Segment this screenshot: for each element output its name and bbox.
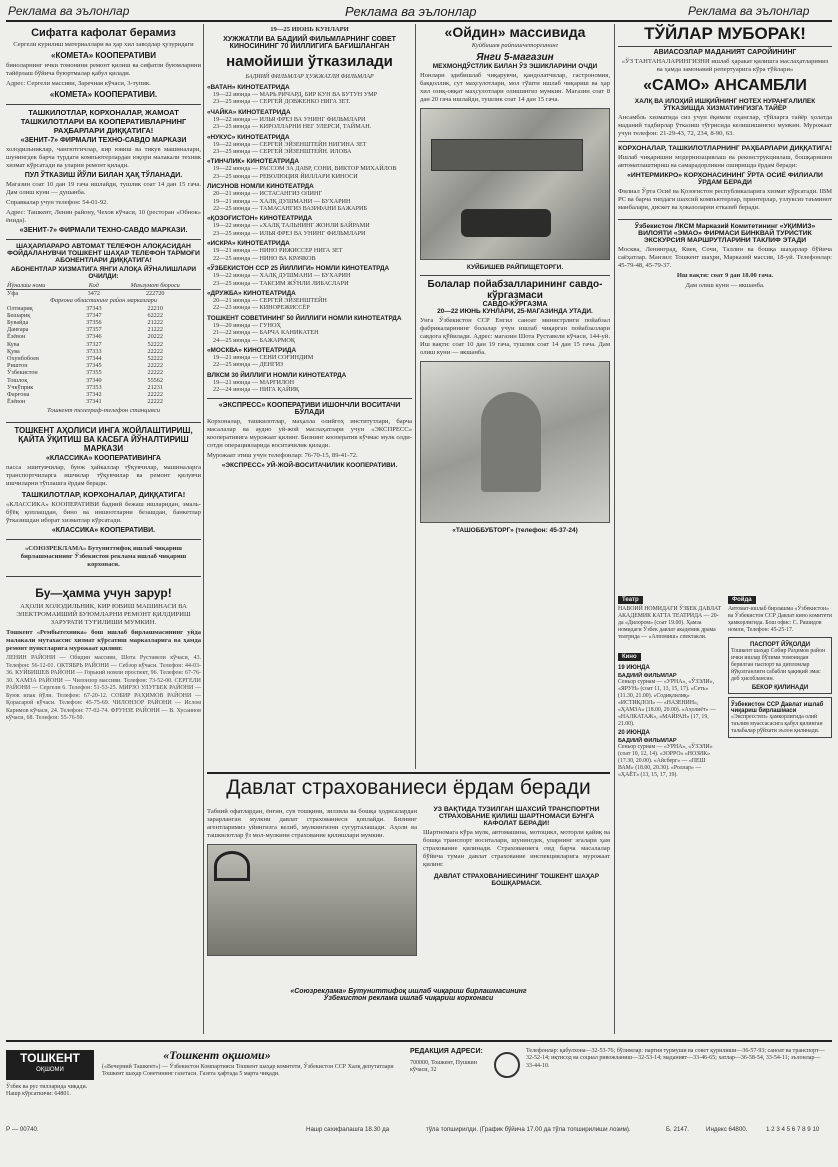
lost-text: Тошкент шаҳар Собир Раҳимов район ички ишлар бўлими томонидан берилган паспорт ва дипломлар йўқолганлиги сабабли ҳақиқий эмас деб ҳисоблансин. bbox=[731, 648, 825, 682]
table-cell: 22222 bbox=[147, 347, 163, 355]
sale-dates: 20—22 ИЮНЬ КУНЛАРИ, 25-МАГАЗИНДА УТАДИ. bbox=[437, 308, 593, 315]
footer-line: Ўзбекистон реклама ишлаб чиқариш корхонаси bbox=[323, 995, 494, 1002]
footer-line: «Союзреклама» Бутуниттифоқ ишлаб чиқариш бирлашмасининг bbox=[290, 988, 527, 995]
kino-tag: Кино bbox=[618, 653, 641, 661]
ad-subtitle: ПУЛ ЎТКАЗИШ ЙЎЛИ БИЛАН ҲАҚ ТЎЛАНАДИ. bbox=[24, 172, 183, 179]
table-cell: 37340 bbox=[86, 376, 102, 384]
ad-address: Адрес: Сергели массиви, Заречная кўчаси, 3-тупик. bbox=[6, 80, 151, 87]
round-notice bbox=[728, 697, 832, 738]
table-cell: 52222 bbox=[147, 340, 163, 348]
lost-notice bbox=[728, 637, 832, 694]
insurance-text: Шартномага кўра мулк, автомашина, мотоцикл, моторли қайиқ ва бошқа транспорт воситалари, шунингдек, уларнинг эгалари ҳам страхование қилинади. Страхованиега оид барча масалалар бўйича туман давлат страхование инспекцияларига мурожаат қилинг. bbox=[423, 829, 610, 868]
theater-text: НАВОИЙ НОМИДАГИ ЎЗБЕК ДАВЛАТ АКАДЕМИК КАТТА ТЕАТРИДА — 20-да «Дилором» (соат 19.00). Ҳамза номидаги Ўзбек давлат академик драма театрида — «Алпомиш» спектакли. bbox=[618, 606, 722, 640]
ad-text: «КЛАССИКА» КООПЕРАТИВИ бадиий бежаш ишларидан, эмаль-бўёқ қоплашдан, бино ва иншоотларни безашдан, банкетлар ўтказишдан иборат хизматлар кўрсатади. bbox=[6, 501, 201, 525]
column-4 bbox=[618, 24, 832, 584]
cinema-name: «МОСКВА» КИНОТЕАТРИДА bbox=[207, 346, 297, 354]
table-cell: 37343 bbox=[86, 304, 102, 312]
cinema-showing: 23—25 июнда — СЕРГЕЙ ЭЙЗЕНШТЕЙН. ИЛОВА bbox=[213, 148, 352, 156]
column-1 bbox=[6, 24, 201, 1024]
void-label: БЕКОР ҚИЛИНАДИ bbox=[751, 685, 809, 691]
table-cell: Ўзбекистон bbox=[7, 369, 38, 377]
table-row bbox=[6, 290, 201, 298]
ad-text: Сергели курилиш материаллари ва ҳар хил заводлар ҳузуридаги bbox=[13, 41, 194, 48]
listings-left bbox=[618, 588, 722, 779]
table-row bbox=[6, 319, 201, 326]
ad-phone: Справкалар учун телефон: 54-01-92. bbox=[6, 199, 109, 206]
table-cell: Олтиариқ bbox=[7, 304, 33, 312]
cinema-list bbox=[207, 84, 412, 394]
phone-code-table bbox=[6, 282, 201, 405]
ad-text: Корхоналар, ташкилотлар, маҳалла олийгоҳ институтлари, барча масалалар ва аудио уй-жой маслаҳатлари учун «ЭКСПРЕСС» кооперативига мурожаат қилинг. Бизнинг кооператив кўчмас мулк олди-сотди операцияларида воситачилик қилади. bbox=[207, 417, 412, 449]
ad-title: ШАҲАРЛАРАРО АВТОМАТ ТЕЛЕФОН АЛОҚАСИДАН ФОЙДАЛАНУВЧИ ТОШКЕНТ ШАҲАР ТЕЛЕФОН ТАРМОҒИ АБОНЕНТЛАРИ ДИҚҚАТИГА! bbox=[7, 243, 200, 264]
logo-note: Ўзбек ва рус тилларида чиқади. Нашр кўрсаткичи: 64801. bbox=[6, 1084, 88, 1098]
wedding-text: «ЎЗ ТАНТАНАЛАРИНГИЗНИ ишлаб ҳаракат қилишга маслаҳатларимиз ва ҳамда замонавий репертуарига кўра тўйлари» bbox=[621, 58, 829, 73]
ad-org: «ИНТЕРМИКРО» КОРХОНАСИНИНГ ЎРТА ОСИЁ ФИЛИАЛИ ЎРДАМ БЕРАДИ bbox=[627, 172, 823, 186]
cinema-showing: 19—21 июнда — НИНО РИЖИССЕР НИГА ЗЕТ bbox=[213, 247, 343, 255]
festival-subtitle: БАДИИЙ ФИЛЬМЛАР ҲУЖЖАТЛИ ФИЛЬМЛАР bbox=[245, 74, 374, 80]
cinema-showing: 22—25 июнда — ДЕНГИЗ bbox=[213, 361, 284, 369]
ad-title: ТАШКИЛОТЛАР, КОРХОНАЛАР, ЖАМОАТ ТАШКИЛОТЛАРИ ВА КООПЕРАТИВЛАРНИНГ РАҲБАРЛАРИ ДИҚҚАТИГА! bbox=[20, 108, 187, 135]
table-cell: Данғара bbox=[7, 326, 29, 334]
cinema-showing: 19—22 июнда — РАССОМ ЗА ДАВР, СОНИ, ВИКТОР МИХАЙЛОВ bbox=[213, 165, 397, 173]
table-cell: Ёзёвон bbox=[7, 333, 26, 341]
ad-address: Адрес: Ташкент, Ленин району, Чехов кўчаси, 10 (ресторан «Обнок» ёнида). bbox=[6, 209, 201, 224]
sale-subtitle: САВДО-КЎРГАЗМА bbox=[482, 301, 548, 308]
table-cell: 37353 bbox=[86, 383, 102, 391]
table-cell: 37327 bbox=[86, 340, 102, 348]
ad-text: Ишлаб чиқаришни модернизациялаш ва реконструкциялаш, бошқаришни автоматлаштириш ва самарадорликни оширишда ёрдам беради: bbox=[618, 154, 832, 169]
column-divider bbox=[614, 24, 615, 1034]
table-row bbox=[6, 384, 201, 391]
column-divider bbox=[203, 24, 204, 1034]
shop-photo bbox=[420, 108, 610, 260]
listings-right bbox=[728, 588, 832, 741]
table-row bbox=[6, 305, 201, 312]
table-cell: 37357 bbox=[86, 326, 102, 334]
cinema-showing: 19—21 июнда — МАРҒИЛОН bbox=[213, 378, 295, 386]
cinema-showing: 19—22 июнда — «ХАЛҚ ТАЛЬНИНГ ЖОНЛИ БАЙРАМИ bbox=[213, 222, 370, 230]
ad-title: Бу—ҳамма учун зарур! bbox=[35, 586, 172, 601]
ad-title: КОРХОНАЛАР, ТАШКИЛОТЛАРНИНГ РАҲБАРЛАРИ ДИҚҚАТИГА! bbox=[618, 145, 832, 152]
radio-tag: Фойда bbox=[728, 596, 756, 604]
ad-title: «ЭКСПРЕСС» КООПЕРАТИВИ ИШОНЧЛИ ВОСИТАЧИ БЎЛАДИ bbox=[218, 401, 401, 416]
ad-signature: «ЭКСПРЕСС» УЙ-ЖОЙ-ВОСИТАЧИЛИК КООПЕРАТИВИ. bbox=[221, 461, 398, 469]
insurance-left bbox=[207, 806, 417, 956]
ad-emao bbox=[618, 220, 832, 297]
ad-subtitle: АБОНЕНТЛАР ХИЗМАТИГА ЯНГИ АЛОҚА ЙЎНАЛИШЛАРИ ОЧИЛДИ: bbox=[10, 266, 197, 280]
sale-title: Болалар пойабзалларининг савдо-кўргазмаси bbox=[427, 279, 603, 301]
oydin-subtitle: Куйбишев райпишчеторгининг bbox=[471, 42, 559, 49]
ad-signature: Тошкент телеграф-телефон станцияси bbox=[46, 407, 161, 415]
table-header: Код bbox=[78, 282, 109, 290]
cinema-showing: 19—21 июнда — ХАЛҚ ДУШМАНИ — БУХАРИН bbox=[213, 197, 351, 205]
table-cell: 22222 bbox=[147, 391, 163, 399]
newspaper-logo: ТОШКЕНТ ОҚШОМИ bbox=[6, 1050, 94, 1080]
table-cell: 37355 bbox=[86, 369, 102, 377]
lost-title: ПАСПОРТ ЙЎҚОЛДИ bbox=[749, 642, 811, 648]
children-photo bbox=[420, 361, 610, 523]
festival-org: ХУЖЖАТЛИ ВА БАДИИЙ ФИЛЬМЛАРНИНГ СОВЕТ КИНОСИНИНГ 70 ЙИЛЛИГИГА БАҒИШЛАНГАН bbox=[223, 36, 396, 50]
car-image bbox=[461, 209, 551, 237]
oydin-title: «Ойдин» массивида bbox=[444, 24, 586, 40]
header-right: Реклама ва эълонлар bbox=[688, 4, 810, 18]
day-text: Сеньор сурнам — «УРНА», «ЎЗЭЛИ» (соат 10, 12, 14). «ЗОРРО» «НОЗИК» (17.30, 20.00). «Айсберг» — «ПЕШ ВАМ» (18.00, 20.30). «Роллар» — «ҲАЁТ» (13, 15, 17, 19). bbox=[618, 744, 713, 778]
cinema-name: «ДРУЖБА» КИНОТЕАТРИДА bbox=[207, 289, 296, 297]
ad-text: АҲОЛИ ХОЛОДИЛЬНИК, КИР ЮВИШ МАШИНАСИ ВА ЭЛЕКТРОМАИШИЙ БУЮМЛАРНИ РЕМОНТ ҚИЛДИРИШ ЗАРУРАТИ ТУҒИЛИШИ МУМКИН. bbox=[16, 603, 191, 627]
ad-text: холодильниклар, чангютгичлар, кир ювиш ва тикув машиналари, шунингдек барча турдаги компьютерлардан юқори малакали техник хизмат кўрсатади ва уларни ремонт қилади. bbox=[6, 146, 201, 169]
oydin-shop: Янги 5-магазин bbox=[476, 52, 554, 63]
cinema-name: ТОШКЕНТ СОВЕТИНИНГ 50 ЙИЛЛИГИ НОМЛИ КИНОТЕАТРДА bbox=[207, 314, 402, 322]
cinema-showing: 23—25 июнда — КИРОЛЛАРНИ НЕГ УЛЕРСИ, ТАЙМАН. bbox=[213, 123, 372, 131]
cinema-name: «ИСКРА» КИНОТЕАТРИДА bbox=[207, 240, 290, 248]
ad-org: Тошкент «Рембытехника» бош ишлаб бирлашмасининг уйда малакали мутахассис хизмат кўрсатиш марказларига ва ҳамда ремонт пунктларига мурожаат қилинг. bbox=[6, 629, 201, 653]
table-cell: 222720 bbox=[145, 290, 165, 298]
cinema-showing: 20—21 июнда — СЕРГЕЙ ЭЙЗЕНШТЕЙН bbox=[213, 296, 327, 304]
cinema-name: «ВАТАН» КИНОТЕАТРИДА bbox=[207, 84, 290, 91]
ad-title: Ўзбекистон ЛКСМ Марказий Комитетининг «УҚИМИЗ» ВИЛОЯТИ «ЭМАО» ФИРМАСИ БИНКВАЙ ТУРИСТИК ЭКСКУРСИЯ МАРШРУТЛАРИНИ ТАКЛИФ ЭТАДИ bbox=[634, 223, 816, 244]
ad-klassika bbox=[6, 423, 201, 540]
ad-zenit bbox=[6, 105, 201, 240]
shoe-sale bbox=[420, 275, 610, 357]
table-cell: 22222 bbox=[147, 398, 163, 406]
day-heading: 20 ИЮНДА bbox=[618, 730, 650, 736]
sale-text: Унга Ўзбекистон ССР Енгил саноат министрлиги пойабзал фабрикаларининг болалар учун ишлаб чиқарган пойабзаллари савдога қўйилади. Адрес: магазин Шота Руставели кўчаси, 144-уй. Иш вақти: соат 10 дан 19 гача, тушлик соат 14 дан 15 гача. Дам олиш куни — якшанба. bbox=[420, 317, 610, 356]
table-row bbox=[6, 369, 201, 376]
cinema-name: ВЛКСМ 30 ЙИЛЛИГИ НОМЛИ КИНОТЕАТРДА bbox=[207, 371, 347, 379]
table-cell: 22222 bbox=[147, 362, 163, 370]
table-row bbox=[6, 377, 201, 384]
masthead-footer: ТОШКЕНТ ОҚШОМИ Ўзбек ва рус тилларида чиқади. Нашр кўрсаткичи: 64801. «Тошкент оқшоми» («Вечерний Ташкент») — Ўзбекистон Компартияси Тошкент шаҳар комитети, Ўзбекистон ССР Халқ депутатлари Тошкент шаҳар Советининг газетаси. Газета ҳафтада 5 марта чиқади. РЕДАКЦИЯ АДРЕСИ: 700000, Тошкент, Пушкин кўчаси, 32 Телефонлар: қабулхона—32-53-76; бўлимлар: партия турмуши ва совет қурилиши—36-57-93; саноат ва транспорт—32-52-14; иқтисод ва социал ривожланиш—32-53-14; маданият—33-46-65; хатлар—36-58-54, 33-54-11; эълонлар—33-44-10. Р — 00740. Нашр сахифалашга 18.30 да тўла топширилди. (График бўйича 17.00 да тўла топширилиши лозим). Б. 2147. Индекс 64800. 1 2 3 4 5 6 7 8 9 10 bbox=[6, 1040, 832, 1150]
ad-org: «КЛАССИКА» КООПЕРАТИВИНГА bbox=[46, 455, 161, 463]
ad-signature: «КОМЕТА» КООПЕРАТИВИ. bbox=[49, 90, 158, 99]
ad-phone: Мурожаат этиш учун телефонлар: 76-70-15, 89-41-72. bbox=[207, 451, 358, 459]
cinema-showing: 23—25 июнда — ИЛЬЯ ФРЕЗ ВА УНИНГ ФИЛЬМЛАРИ bbox=[213, 229, 366, 237]
table-cell: 37346 bbox=[86, 333, 102, 341]
table-cell: Охунбобоев bbox=[7, 355, 39, 363]
cinema-showing: 22—25 июнда — ТАМАСАНГИЗ ВАЗИФАНИ БАЖАРИБ bbox=[213, 205, 368, 213]
column-2 bbox=[207, 24, 412, 769]
wedding-title: ТЎЙЛАР МУБОРАК! bbox=[618, 24, 832, 47]
table-cell: 22222 bbox=[147, 369, 163, 377]
cinema-name: ЛИСУНОВ НОМЛИ КИНОТЕАТРДА bbox=[207, 183, 314, 191]
table-cell: Фарғона bbox=[7, 391, 30, 399]
insurance-signature: ДАВЛАТ СТРАХОВАНИЕСИНИНГ ТОШКЕНТ ШАҲАР БОШҚАРМАСИ. bbox=[433, 873, 600, 887]
ad-text: «СОЮЗРЕКЛАМА» Бутуниттифоқ ишлаб чиқариш бирлашмасининг Ўзбекистон реклама ишлаб чиқариш корхонаси. bbox=[20, 545, 187, 569]
ad-signature: «ЗЕНИТ-7» ФИРМАЛИ ТЕХНО-САВДО МАРКАЗИ. bbox=[19, 227, 188, 234]
state-insurance bbox=[207, 772, 610, 1022]
cinema-name: «ЎЗБЕКИСТОН ССР 25 ЙИЛЛИГИ» НОМЛИ КИНОТЕАТРДА bbox=[207, 265, 390, 273]
ad-express bbox=[207, 398, 412, 474]
table-cell: 55562 bbox=[147, 376, 163, 384]
day-text: Сеньор сурнам — «УРНА», «ЎЗЭЛИ», «ЯРУН» (соат 11, 13, 15, 17). «Сеть» (11.30, 21.00). «Содиқлилиқ» «ИСТИҚЛОЛ» — «НАЗЕНИН», «ҲАМЗА» (18.00, 20.00). «Аҳолиёт» — «НАЛКАТАЖ», «МАЙРАН» (17, 19, 21.00). bbox=[618, 679, 716, 727]
ad-telephone bbox=[6, 240, 201, 423]
table-row bbox=[6, 355, 201, 362]
table-row bbox=[6, 398, 201, 405]
cinema-showing: 19—20 июнда — ГУНОҲ bbox=[213, 321, 281, 329]
cinema-showing: 21—22 июнда — БАРЧА КАНИКАТЕН bbox=[213, 329, 319, 337]
table-cell: 21222 bbox=[147, 319, 163, 327]
ad-title: ТОШКЕНТ АҲОЛИСИ ИНГА ЖОЙЛАШТИРИШ, ҚАЙТА ЎҚИТИШ ВА КАСБГА ЙЎНАЛТИРИШ МАРКАЗИ bbox=[14, 426, 193, 454]
publication-name: «Тошкент оқшоми» bbox=[163, 1048, 271, 1062]
table-cell: Бешариқ bbox=[7, 311, 31, 319]
listings bbox=[618, 588, 832, 1024]
insurance-right bbox=[423, 806, 610, 887]
ad-hours: Иш вақти: соат 9 дан 18.00 гача. bbox=[676, 272, 774, 279]
ad-signature: «КЛАССИКА» КООПЕРАТИВИ. bbox=[51, 527, 156, 535]
table-row bbox=[6, 341, 201, 348]
festival-title: намойиши ўтказилади bbox=[226, 53, 393, 70]
table-cell: Кува bbox=[7, 340, 20, 348]
cinema-showing: 22—24 июнда — НИГА ҚАЙИҚ bbox=[213, 386, 300, 394]
insurance-text: Табиий офатлардан, ёнғин, сув тошқини, зилзила ва бошқа ҳодисалардан зарарланган мулкни давлат страхованиеси қоплайди. Бизнинг агентларимиз уйингизга келиб, мулкингизни сугурталашади. Аҳоли ва ташкилотлар ўз мол-мулкини страхование қилишлари мумкин. bbox=[207, 808, 417, 839]
ad-hours: Магазин соат 10 дан 19 гача ишлайди, тушлик соат 14 дан 15 гача. Дам олиш куни — душанба. bbox=[6, 181, 201, 196]
band-name: «САМО» АНСАМБЛИ bbox=[643, 77, 807, 94]
ad-kometa bbox=[6, 24, 201, 105]
table-cell: 21222 bbox=[147, 326, 163, 334]
column-divider bbox=[415, 24, 416, 769]
cinema-showing: 22—23 июнда — КИНОРЕЖИССЁР bbox=[213, 304, 310, 312]
table-row bbox=[6, 391, 201, 398]
redaction-label: РЕДАКЦИЯ АДРЕСИ: bbox=[410, 1048, 483, 1055]
table-cell: 20222 bbox=[147, 333, 163, 341]
header-left: Реклама ва эълонлар bbox=[8, 4, 130, 18]
photo-caption: КУЙБИШЕВ РАЙПИЩЕТОРГИ. bbox=[466, 264, 564, 271]
table-row bbox=[6, 333, 201, 340]
table-cell: 3472 bbox=[87, 290, 100, 298]
table-header-row bbox=[6, 282, 201, 290]
oydin-org: МЕХМОНДЎСТЛИК БИЛАН ЎЗ ЭШИКЛАРИНИ ОЧДИ bbox=[432, 63, 598, 70]
page-header bbox=[0, 4, 838, 20]
band-text: Ансамбль хизматида сиз учун ёқимли оҳанглар, тўйларга тайёр ҳолатда маданий тадбирлар ўтказиш тўғрисида келишишингиз мумкин. Мурожаат учун телефон: 21-29-43, 72, 234, 8-90, 63. bbox=[618, 114, 832, 137]
table-cell: 37356 bbox=[86, 319, 102, 327]
cinema-showing: 19—21 июнда — СЕНИ СОҒИНДИМ bbox=[213, 353, 314, 361]
table-header: Маълумот бюроси bbox=[109, 282, 201, 290]
ad-text: биноларнинг ички томонини ремонт қилиш ва сифатли буюмларини тайёрлаш бўйича буюртмалар қабул қилади. bbox=[6, 62, 201, 77]
table-cell: Учкўприк bbox=[7, 383, 34, 391]
disaster-photo bbox=[207, 844, 417, 956]
day-subheading: БАДИИЙ ФИЛЬМЛАР bbox=[618, 673, 677, 679]
insurance-subtitle: УЗ ВАҚТИДА ТУЗИЛГАН ШАХСИЙ ТРАНСПОРТНИ СТРАХОВАНИЕ ҚИЛИШ ШАРТНОМАСИ БУНГА КАФОЛАТ БЕРАДИ! bbox=[433, 806, 600, 827]
cinema-showing: 19—22 июнда — ХАЛҚ ДУШМАНИ — БУХАРИН bbox=[213, 272, 351, 280]
ad-text: Филиал Ўрта Осиё ва Қозоғистон республикаларига хизмат кўрсатади. IBM PC ва барча типдаги шахсий компьютерлар, принтерлар, узлуксиз таъминот манбалари, дискет ва ҳоказоларни етказиб беради. bbox=[618, 188, 832, 211]
cinema-showing: 19—22 июнда — СЕРГЕЙ ЭЙЗЕНШТЕЙН НИГИНА ЗЕТ bbox=[213, 140, 367, 148]
table-cell: 37333 bbox=[86, 347, 102, 355]
cinema-showing: 24—25 июнда — БАЖАРМОҚ bbox=[213, 336, 296, 344]
ad-intermikro bbox=[618, 141, 832, 220]
table-cell: Қува bbox=[7, 347, 20, 355]
day-heading: 19 ИЮНДА bbox=[618, 665, 650, 671]
cinema-name: «ТИНЧЛИК» КИНОТЕАТРИДА bbox=[207, 158, 299, 166]
ad-soyuzreklama bbox=[6, 540, 201, 577]
day-subheading: БАДИИЙ ФИЛЬМЛАР bbox=[618, 738, 677, 744]
header-rule bbox=[6, 20, 832, 22]
ad-org: «ЗЕНИТ-7» ФИРМАЛИ ТЕХНО-САВДО МАРКАЗИ bbox=[20, 137, 187, 144]
ad-org: «КОМЕТА» КООПЕРАТИВИ bbox=[51, 51, 156, 60]
table-cell: 37342 bbox=[86, 391, 102, 399]
phone-list: Телефонлар: қабулхона—32-53-76; бўлимлар: партия турмуши ва совет қурилиши—36-57-93; саноат ва транспорт—32-52-14; иқтисод ва социал ривожланиш—32-53-14; маданият—33-46-65; хатлар—36-58-54, 33-54-11; эълонлар—33-44-10. bbox=[526, 1048, 825, 1069]
ad-title: Сифатга кафолат берамиз bbox=[31, 27, 176, 39]
table-cell: 22210 bbox=[147, 304, 163, 312]
table-row bbox=[6, 297, 201, 304]
table-cell: Ёзёвон bbox=[7, 398, 26, 406]
ad-day-off: Дам олиш куни — якшанба. bbox=[685, 282, 765, 289]
table-header: Йўналиш номи bbox=[6, 282, 78, 290]
cinema-showing: 23—25 июнда — РЕВОЛЮЦИЯ ЙИЛЛАРИ КИНОСИ bbox=[213, 172, 358, 180]
band-subtitle: ХАЛҚ ВА ИЛОҲИЙ ИШҚИЙНИНГ НОТЕХ НУРАНГАЛИЛЕК ЎТКАЗИШДА ХИЗМАТИНГИЗГА ТАЙЁР bbox=[634, 98, 816, 112]
table-cell: Тошлоқ bbox=[7, 376, 28, 384]
table-cell: 37341 bbox=[86, 398, 102, 406]
theater-tag: Театр bbox=[618, 596, 643, 604]
header-center: Реклама ва эълонлар bbox=[345, 4, 477, 19]
table-row bbox=[6, 348, 201, 355]
round-text: «Экспресстеп» ҳамкорлигида олий таълим муассасасига қабул қилинган талабалар рўйхати эълон қилинади. bbox=[731, 714, 823, 734]
insurance-logo-icon bbox=[214, 851, 250, 881]
ad-subtitle: ТАШКИЛОТЛАР, КОРХОНАЛАР, ДИҚҚАТИГА! bbox=[21, 490, 186, 500]
oydin-text: Нонлари эдибишлаб чиқарувчи, қандолатчилар, гастрономия, баққоллик, сут маҳсулотлари, мол гўшти ишлаб чиқариш ва ҳар хил озиқ-овқат маҳсулотлари олишингиз мумкин. Магазин соат 8 дан 20 гача ишлайди, тушлик соат 14 дан 15 гача. bbox=[420, 72, 610, 103]
table-cell: Риштон bbox=[7, 362, 28, 370]
radio-text: Автомат-ишлаб бирлашма «Ўзбекистон» ва Ўзбекистон ССР Давлат кино комитети ҳамкорлигида. Бош офис: С. Рашидов номли, Телефон: 45-25-17. bbox=[728, 606, 833, 633]
ad-address-list: ЛЕНИН РАЙОНИ — Обидин массиви, Шота Руставели кўчаси, 43. Телефон: 56-12-01. ОКТЯБРЬ РАЙОНИ — Себзор кўчаси. Телефон: 44-03-36. КУЙБИШЕВ РАЙОНИ — Горький номли проспект, 96. Телефон: 67-76-30. ХАМЗА РАЙОНИ — Чилонзор массиви. Телефон: 73-52-00. СЕРГЕЛИ РАЙОНИ — Сергели 6. Телефон: 51-53-25. МИРЗО УЛУҒБЕК РАЙОНИ — Буюк ипак йўли. Телефон: 67-20-12. СОБИР РАҲИМОВ РАЙОНИ — Қорасарой кўчаси. Телефон: 45-75-69. ЧИЛОНЗОР РАЙОНИ — Ислом Каримов кўчаси, 24. Телефон: 77-02-74. ФРУНЗЕ РАЙОНИ — В. Хусаинов кўчаси, 68. Телефон: 55-76-50. bbox=[6, 655, 201, 722]
table-cell: Уфа bbox=[7, 290, 19, 298]
telephone-icon bbox=[494, 1052, 520, 1078]
table-cell: 62222 bbox=[147, 311, 163, 319]
publication-text: («Вечерний Ташкент») — Ўзбекистон Компартияси Тошкент шаҳар комитети, Ўзбекистон ССР Халқ депутатлари Тошкент шаҳар Советининг газетаси. Газета ҳафтада 5 марта чиқади. bbox=[102, 1064, 394, 1078]
festival-dates: 19—25 ИЮНЬ КУНЛАРИ bbox=[270, 26, 349, 33]
column-3 bbox=[420, 24, 610, 769]
cinema-showing: 19—22 июнда — МАРЬ РИЧАРД, БИР КУН ВА БУТУН УМР bbox=[213, 91, 378, 98]
table-cell: 37345 bbox=[86, 362, 102, 370]
ad-rembytekhnika bbox=[6, 577, 201, 730]
ad-text: пасса эшитувчилар, буюк ҳайкаллар тўқувчилар, машиналарга транспортчиларга ишчилар тўқувчилар ва ремонт қилувчи ишчиларни тўплашга ёрдам беради. bbox=[6, 464, 201, 488]
cinema-name: «ҚОЗОҒИСТОН» КИНОТЕАТРИДА bbox=[207, 215, 313, 223]
cinema-name: «ЧАЙКА» КИНОТЕАТРИДА bbox=[207, 108, 291, 116]
round-title: Ўзбекистон ССР Давлат ишлаб чиқариш бирлашмаси bbox=[731, 702, 824, 714]
table-cell: 37347 bbox=[86, 311, 102, 319]
cinema-showing: 19—22 июнда — ИЛЬЯ ФРЕЗ ВА УНИНГ ФИЛЬМЛАРИ bbox=[213, 115, 366, 123]
table-cell: 21231 bbox=[147, 383, 163, 391]
cinema-name: «НУКУС» КИНОТЕАТРИДА bbox=[207, 133, 290, 141]
wedding-subtitle: АВИАСОЗЛАР МАДАНИЯТ САРОЙИНИНГ bbox=[653, 49, 797, 56]
table-cell: 52222 bbox=[147, 355, 163, 363]
redaction-address: 700000, Тошкент, Пушкин кўчаси, 32 bbox=[410, 1060, 477, 1074]
table-cell: Фарғона областининг район марказлари bbox=[50, 297, 157, 305]
insurance-title: Давлат страхованиеси ёрдам беради bbox=[226, 776, 591, 799]
table-row bbox=[6, 312, 201, 319]
cinema-showing: 23—25 июнда — СЕРГЕЙ ДОВЖЕНКО НИГА ЗЕТ. bbox=[213, 98, 351, 106]
cinema-showing: 20—21 июнда — ИСТАСАНГИЗ ОЛИНГ bbox=[213, 190, 323, 198]
table-row bbox=[6, 326, 201, 333]
table-cell: Бувайда bbox=[7, 319, 29, 327]
phone-code-rows bbox=[6, 290, 201, 406]
cinema-showing: 23—25 июнда — ТАКСИМ ЖЎНЛИ ЛИБАСЛАРИ bbox=[213, 279, 349, 287]
table-cell: 37344 bbox=[86, 355, 102, 363]
photo-caption: «ТАШОББУБТОРГ» (телефон: 45-37-24) bbox=[452, 527, 578, 534]
ad-text: Москва, Ленинград, Киев, Сочи, Таллин ва бошқа шаҳарлар бўйича саёҳатлар. Манзил: Тошкент шаҳри, Марказий массив, 18-уй. Телефонлар: 45-79-48, 45-79-37. bbox=[618, 246, 832, 269]
cinema-showing: 22—25 июнда — НИНО ВА КРАЧКОВ bbox=[213, 254, 316, 262]
insurance-footer bbox=[207, 988, 610, 1002]
